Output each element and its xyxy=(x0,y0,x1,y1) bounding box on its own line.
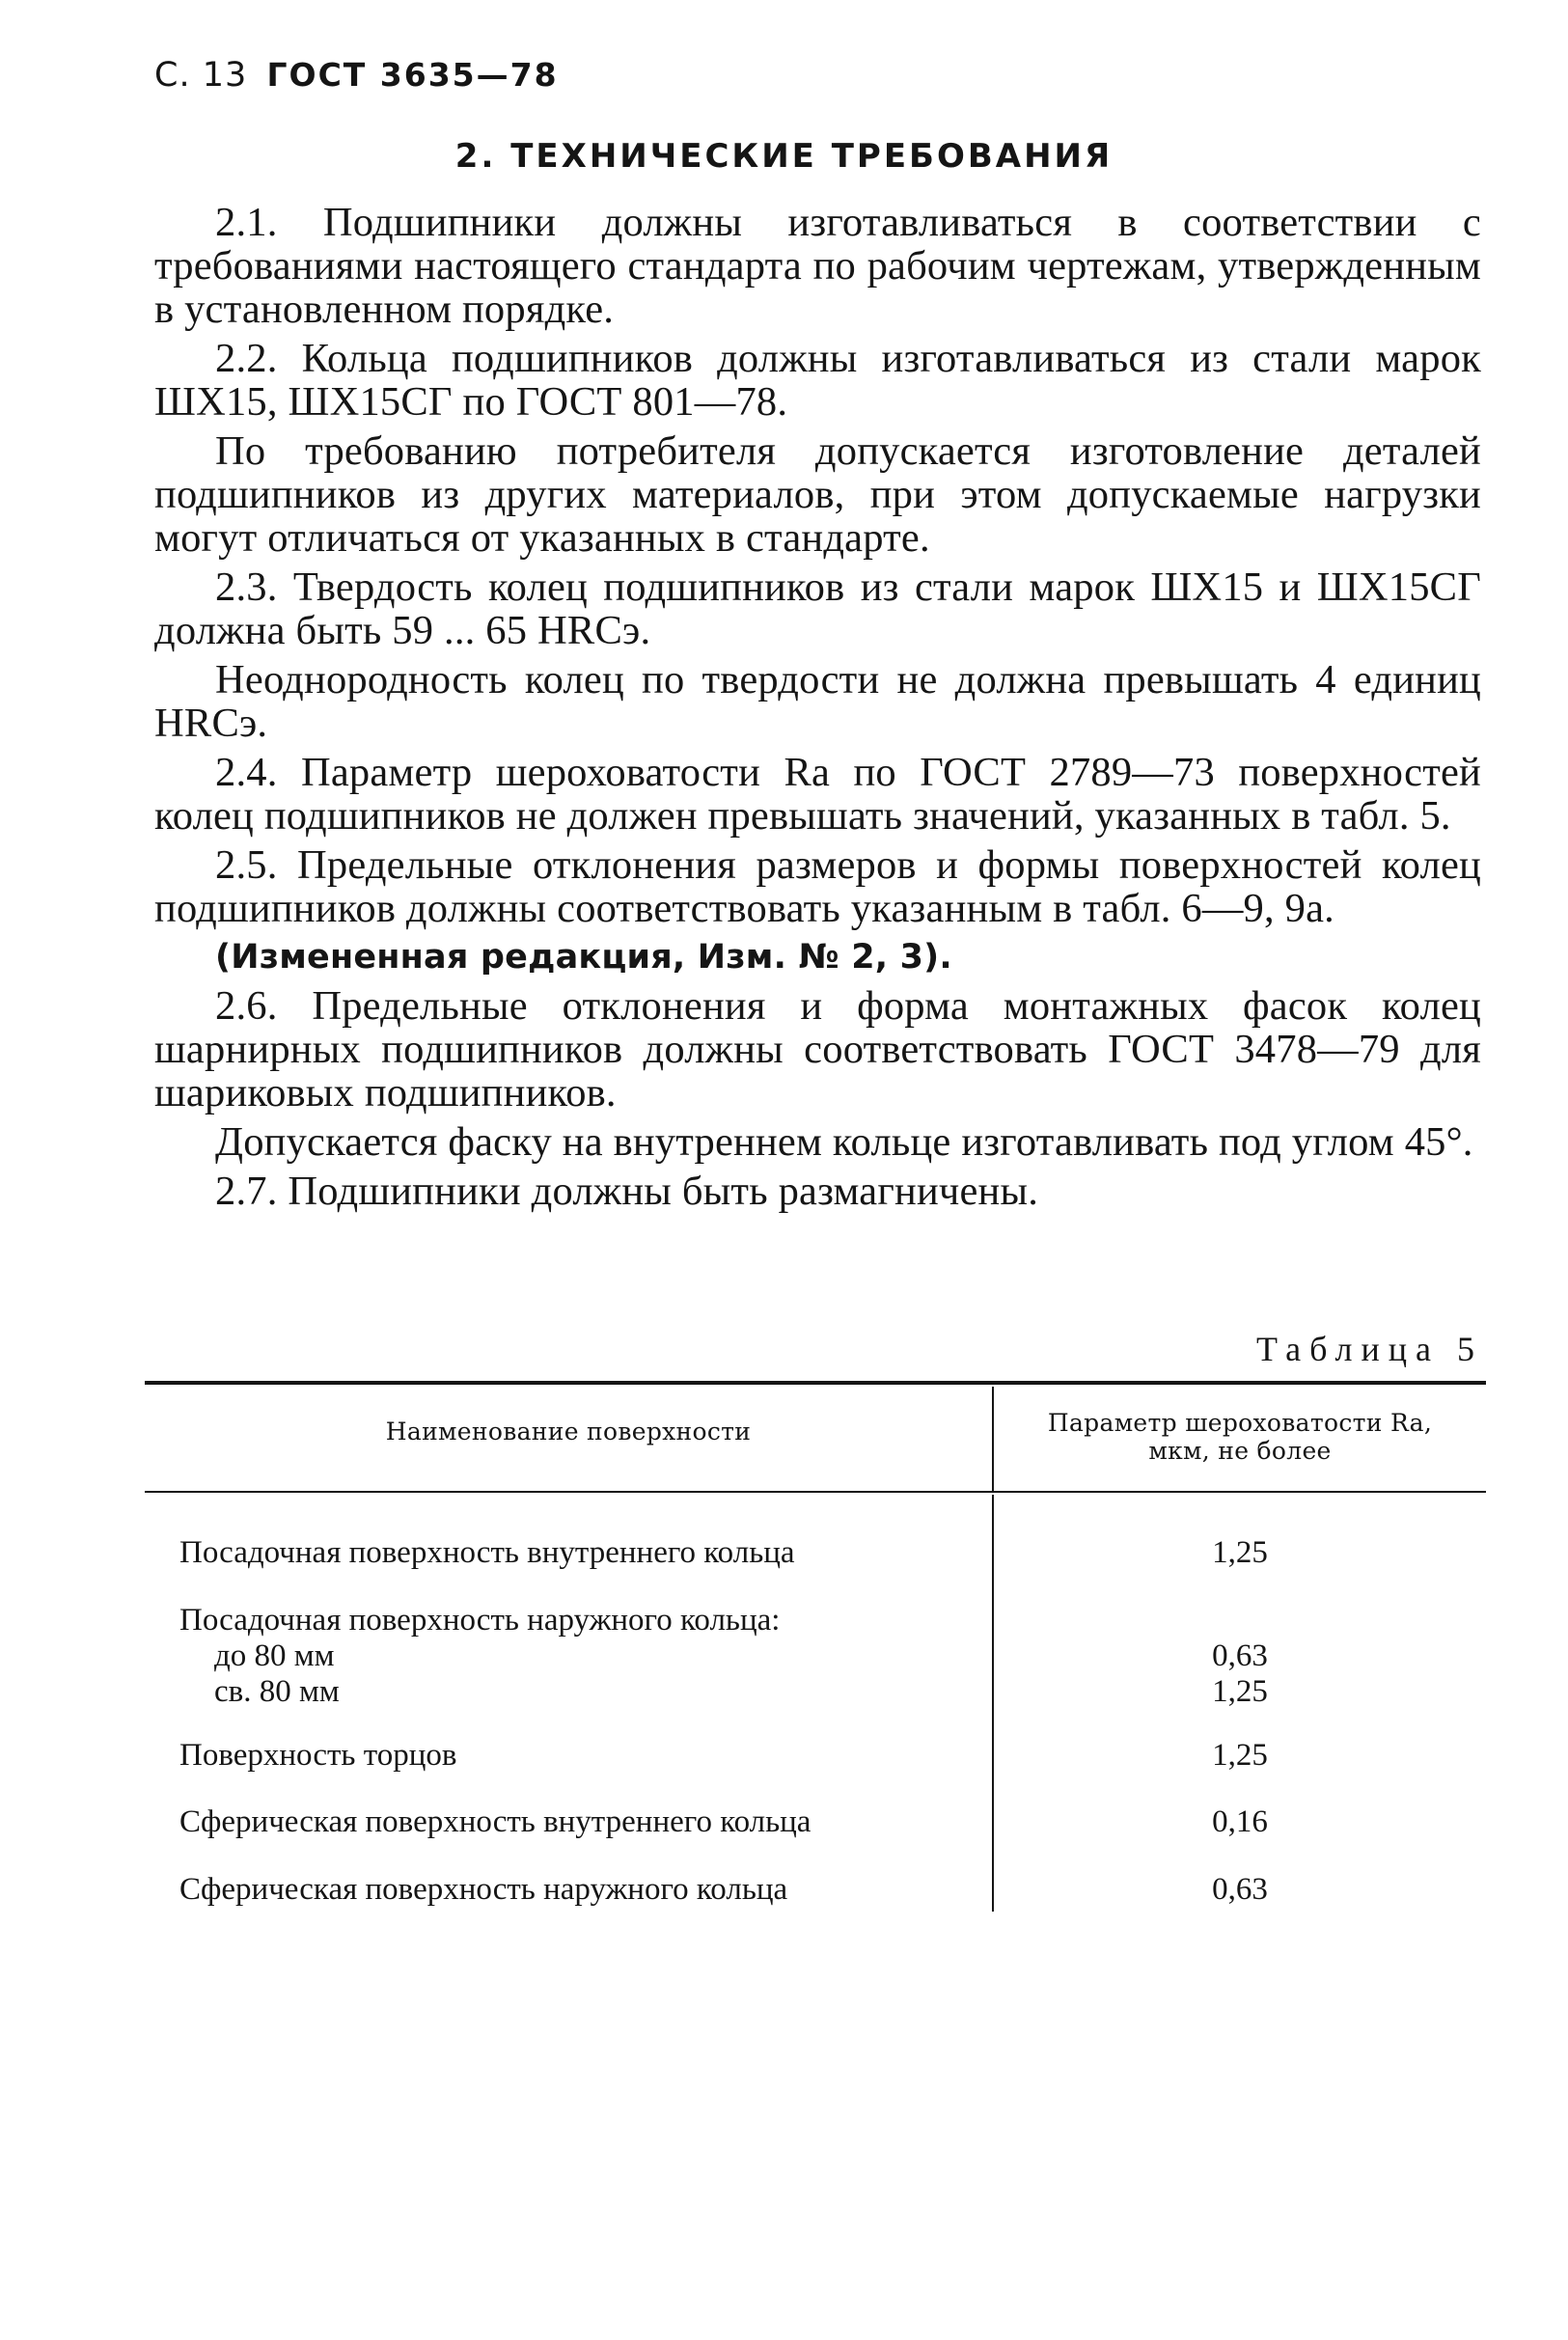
roughness-table xyxy=(145,1381,1486,1912)
header-bottom-rule xyxy=(145,1491,1486,1493)
paragraph-materials: По требованию потребителя допускается изготовление деталей подшипников из других материалов, при этом допускаемые нагрузки могут отличаться от указанных в стандарте. xyxy=(154,428,1481,561)
surface-name: св. 80 мм xyxy=(214,1674,340,1709)
paragraph-chamfer: Допускается фаску на внутреннем кольце изготавливать под углом 45°. xyxy=(215,1119,1473,1165)
table-caption: Таблица 5 xyxy=(1256,1330,1483,1368)
surface-name: Посадочная поверхность наружного кольца: xyxy=(179,1603,781,1638)
paragraph-2-5: 2.5. Предельные отклонения размеров и формы поверхностей колец подшипников должны соответствовать указанным в табл. 6—9, 9а. xyxy=(154,842,1481,931)
section-title: 2. ТЕХНИЧЕСКИЕ ТРЕБОВАНИЯ xyxy=(454,137,1114,176)
column-header-surface: Наименование поверхности xyxy=(385,1418,752,1445)
roughness-value: 0,63 xyxy=(1212,1638,1268,1673)
paragraph-2-7: 2.7. Подшипники должны быть размагничены. xyxy=(215,1169,1039,1214)
running-header xyxy=(154,54,559,96)
paragraph-2-2: 2.2. Кольца подшипников должны изготавливаться из стали марок ШХ15, ШХ15СГ по ГОСТ 801—78. xyxy=(154,336,1481,425)
table-top-rule xyxy=(145,1381,1486,1385)
paragraph-2-3: 2.3. Твердость колец подшипников из стали марок ШХ15 и ШХ15СГ должна быть 59 ... 65 HRCэ. xyxy=(154,564,1481,653)
body-text xyxy=(154,201,1481,1219)
roughness-value: 1,25 xyxy=(1212,1674,1268,1709)
paragraph-2-6: 2.6. Предельные отклонения и форма монтажных фасок колец шарнирных подшипников должны соответствовать ГОСТ 3478—79 для шариковых подшипников. xyxy=(154,983,1481,1115)
surface-name: Сферическая поверхность наружного кольца xyxy=(179,1872,788,1907)
page-number: С. 13 xyxy=(154,56,248,95)
surface-name: Посадочная поверхность внутреннего кольца xyxy=(179,1535,795,1570)
roughness-value: 0,63 xyxy=(1212,1872,1268,1907)
roughness-value: 0,16 xyxy=(1212,1804,1268,1839)
paragraph-2-1: 2.1. Подшипники должны изготавливаться в соответствии с требованиями настоящего стандарта по рабочим чертежам, утвержденным в установленном порядке. xyxy=(154,200,1481,332)
paragraph-hardness-uniformity: Неоднородность колец по твердости не должна превышать 4 единиц HRCэ. xyxy=(154,657,1481,746)
roughness-value: 1,25 xyxy=(1212,1738,1268,1773)
surface-name: Поверхность торцов xyxy=(179,1738,457,1773)
amendment-note: (Измененная редакция, Изм. № 2, 3). xyxy=(215,938,952,977)
standard-number: ГОСТ 3635—78 xyxy=(266,56,559,94)
column-header-roughness-line1: Параметр шероховатости Ra, xyxy=(1047,1409,1433,1437)
paragraph-2-4: 2.4. Параметр шероховатости Ra по ГОСТ 2789—73 поверхностей колец подшипников не должен превышать значений, указанных в табл. 5. xyxy=(154,750,1481,839)
column-header-roughness-line2: мкм, не более xyxy=(1148,1437,1332,1465)
surface-name: до 80 мм xyxy=(214,1638,335,1673)
surface-name: Сферическая поверхность внутреннего кольца xyxy=(179,1804,812,1839)
roughness-value: 1,25 xyxy=(1212,1535,1268,1570)
column-header-roughness xyxy=(994,1409,1486,1465)
